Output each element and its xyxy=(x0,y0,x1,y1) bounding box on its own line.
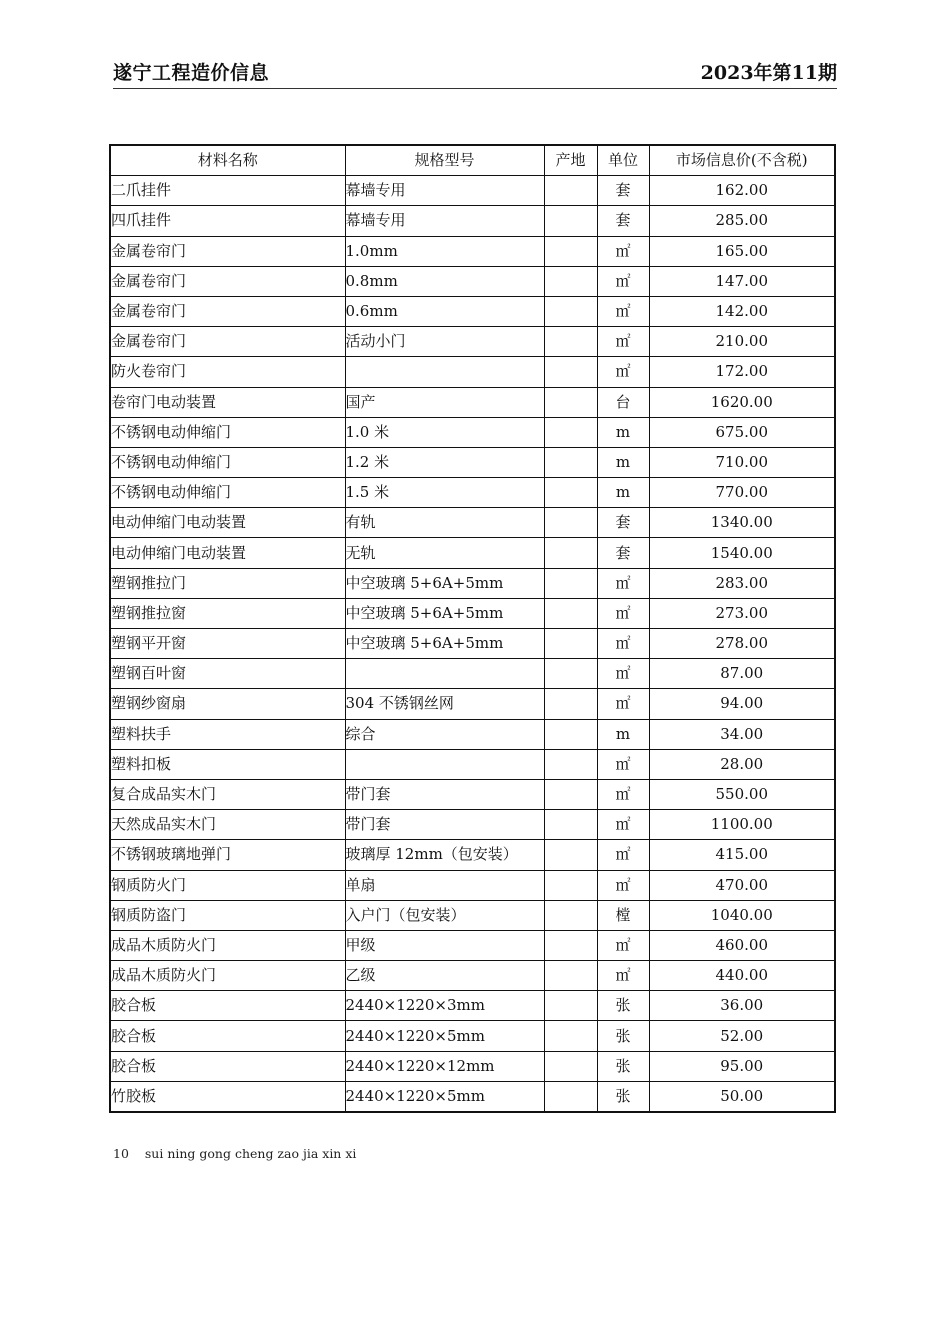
table-row xyxy=(110,598,835,628)
table-row xyxy=(110,870,835,900)
cell-unit: ㎡ xyxy=(597,689,649,719)
table-row xyxy=(110,387,835,417)
cell-origin xyxy=(544,236,597,266)
cell-material-name: 金属卷帘门 xyxy=(110,236,345,266)
cell-price: 52.00 xyxy=(649,1021,835,1051)
table-row xyxy=(110,1051,835,1081)
cell-material-name: 电动伸缩门电动装置 xyxy=(110,538,345,568)
cell-price: 440.00 xyxy=(649,961,835,991)
table-row xyxy=(110,417,835,447)
cell-price: 1540.00 xyxy=(649,538,835,568)
table-header-row xyxy=(110,145,835,176)
cell-unit: ㎡ xyxy=(597,568,649,598)
cell-origin xyxy=(544,659,597,689)
cell-spec: 2440×1220×3mm xyxy=(345,991,544,1021)
cell-spec: 2440×1220×12mm xyxy=(345,1051,544,1081)
cell-origin xyxy=(544,478,597,508)
cell-material-name: 钢质防火门 xyxy=(110,870,345,900)
cell-spec: 0.8mm xyxy=(345,266,544,296)
cell-unit: ㎡ xyxy=(597,749,649,779)
cell-origin xyxy=(544,538,597,568)
cell-origin xyxy=(544,719,597,749)
table-row xyxy=(110,961,835,991)
cell-unit: m xyxy=(597,417,649,447)
cell-spec: 单扇 xyxy=(345,870,544,900)
cell-unit: ㎡ xyxy=(597,296,649,326)
cell-origin xyxy=(544,266,597,296)
cell-spec: 中空玻璃 5+6A+5mm xyxy=(345,629,544,659)
col-header-spec: 规格型号 xyxy=(345,145,544,176)
cell-material-name: 天然成品实木门 xyxy=(110,810,345,840)
page-footer xyxy=(113,1146,356,1161)
table-row xyxy=(110,508,835,538)
cell-material-name: 竹胶板 xyxy=(110,1081,345,1112)
price-table xyxy=(109,144,836,1113)
table-row xyxy=(110,266,835,296)
cell-origin xyxy=(544,840,597,870)
cell-spec: 304 不锈钢丝网 xyxy=(345,689,544,719)
table-row xyxy=(110,779,835,809)
cell-origin xyxy=(544,629,597,659)
table-row xyxy=(110,689,835,719)
cell-price: 283.00 xyxy=(649,568,835,598)
cell-material-name: 四爪挂件 xyxy=(110,206,345,236)
cell-spec: 中空玻璃 5+6A+5mm xyxy=(345,598,544,628)
cell-material-name: 塑钢推拉门 xyxy=(110,568,345,598)
table-row xyxy=(110,749,835,779)
cell-unit: ㎡ xyxy=(597,870,649,900)
cell-material-name: 塑料扣板 xyxy=(110,749,345,779)
cell-price: 36.00 xyxy=(649,991,835,1021)
cell-material-name: 金属卷帘门 xyxy=(110,327,345,357)
cell-price: 415.00 xyxy=(649,840,835,870)
cell-origin xyxy=(544,961,597,991)
table-row xyxy=(110,447,835,477)
col-header-name: 材料名称 xyxy=(110,145,345,176)
cell-unit: ㎡ xyxy=(597,779,649,809)
cell-spec: 活动小门 xyxy=(345,327,544,357)
table-row xyxy=(110,236,835,266)
cell-price: 550.00 xyxy=(649,779,835,809)
header-divider xyxy=(113,88,837,89)
cell-price: 675.00 xyxy=(649,417,835,447)
col-header-unit: 单位 xyxy=(597,145,649,176)
table-row xyxy=(110,568,835,598)
cell-spec: 幕墙专用 xyxy=(345,176,544,206)
cell-price: 470.00 xyxy=(649,870,835,900)
cell-price: 1040.00 xyxy=(649,900,835,930)
page-header xyxy=(113,58,837,88)
cell-material-name: 不锈钢电动伸缩门 xyxy=(110,478,345,508)
cell-origin xyxy=(544,779,597,809)
table-row xyxy=(110,206,835,236)
cell-price: 285.00 xyxy=(649,206,835,236)
cell-origin xyxy=(544,991,597,1021)
cell-spec: 乙级 xyxy=(345,961,544,991)
cell-spec: 国产 xyxy=(345,387,544,417)
cell-spec: 有轨 xyxy=(345,508,544,538)
cell-unit: 套 xyxy=(597,538,649,568)
cell-price: 1100.00 xyxy=(649,810,835,840)
cell-price: 34.00 xyxy=(649,719,835,749)
cell-unit: ㎡ xyxy=(597,327,649,357)
cell-spec: 0.6mm xyxy=(345,296,544,326)
cell-material-name: 塑钢推拉窗 xyxy=(110,598,345,628)
issue-label: 2023年第11期 xyxy=(700,62,837,84)
footer-text: sui ning gong cheng zao jia xin xi xyxy=(144,1146,357,1161)
cell-price: 28.00 xyxy=(649,749,835,779)
cell-material-name: 塑料扶手 xyxy=(110,719,345,749)
cell-origin xyxy=(544,930,597,960)
cell-unit: ㎡ xyxy=(597,357,649,387)
table-row xyxy=(110,538,835,568)
cell-unit: ㎡ xyxy=(597,961,649,991)
cell-origin xyxy=(544,689,597,719)
table-row xyxy=(110,327,835,357)
cell-unit: ㎡ xyxy=(597,266,649,296)
cell-unit: m xyxy=(597,478,649,508)
table-body xyxy=(110,176,835,1112)
table-row xyxy=(110,296,835,326)
cell-material-name: 金属卷帘门 xyxy=(110,266,345,296)
cell-spec xyxy=(345,749,544,779)
cell-price: 770.00 xyxy=(649,478,835,508)
cell-unit: ㎡ xyxy=(597,840,649,870)
cell-price: 162.00 xyxy=(649,176,835,206)
table-row xyxy=(110,930,835,960)
cell-spec xyxy=(345,659,544,689)
page-number: 10 xyxy=(113,1146,129,1161)
cell-origin xyxy=(544,447,597,477)
cell-unit: 张 xyxy=(597,1051,649,1081)
cell-unit: 张 xyxy=(597,991,649,1021)
cell-spec: 1.2 米 xyxy=(345,447,544,477)
cell-origin xyxy=(544,296,597,326)
cell-price: 147.00 xyxy=(649,266,835,296)
cell-origin xyxy=(544,1081,597,1112)
cell-material-name: 胶合板 xyxy=(110,1051,345,1081)
table-row xyxy=(110,810,835,840)
cell-unit: 套 xyxy=(597,508,649,538)
cell-origin xyxy=(544,176,597,206)
cell-origin xyxy=(544,387,597,417)
table-row xyxy=(110,1021,835,1051)
col-header-price: 市场信息价(不含税) xyxy=(649,145,835,176)
cell-spec xyxy=(345,357,544,387)
cell-material-name: 卷帘门电动装置 xyxy=(110,387,345,417)
cell-price: 710.00 xyxy=(649,447,835,477)
cell-unit: 张 xyxy=(597,1081,649,1112)
cell-price: 87.00 xyxy=(649,659,835,689)
cell-unit: m xyxy=(597,447,649,477)
table-row xyxy=(110,719,835,749)
table-row xyxy=(110,176,835,206)
cell-material-name: 不锈钢电动伸缩门 xyxy=(110,447,345,477)
cell-unit: ㎡ xyxy=(597,629,649,659)
table-row xyxy=(110,659,835,689)
cell-unit: ㎡ xyxy=(597,930,649,960)
cell-spec: 1.5 米 xyxy=(345,478,544,508)
cell-origin xyxy=(544,1051,597,1081)
cell-unit: ㎡ xyxy=(597,236,649,266)
cell-unit: ㎡ xyxy=(597,598,649,628)
cell-material-name: 塑钢纱窗扇 xyxy=(110,689,345,719)
col-header-origin: 产地 xyxy=(544,145,597,176)
cell-spec: 无轨 xyxy=(345,538,544,568)
table-row xyxy=(110,900,835,930)
cell-origin xyxy=(544,1021,597,1051)
cell-origin xyxy=(544,568,597,598)
cell-spec: 1.0 米 xyxy=(345,417,544,447)
cell-unit: ㎡ xyxy=(597,810,649,840)
cell-price: 460.00 xyxy=(649,930,835,960)
cell-material-name: 成品木质防火门 xyxy=(110,961,345,991)
table-row xyxy=(110,991,835,1021)
cell-origin xyxy=(544,900,597,930)
cell-material-name: 不锈钢玻璃地弹门 xyxy=(110,840,345,870)
table-row xyxy=(110,840,835,870)
cell-material-name: 胶合板 xyxy=(110,1021,345,1051)
cell-origin xyxy=(544,417,597,447)
cell-price: 172.00 xyxy=(649,357,835,387)
cell-price: 165.00 xyxy=(649,236,835,266)
cell-spec: 带门套 xyxy=(345,810,544,840)
cell-unit: 台 xyxy=(597,387,649,417)
cell-material-name: 防火卷帘门 xyxy=(110,357,345,387)
cell-price: 1340.00 xyxy=(649,508,835,538)
cell-origin xyxy=(544,327,597,357)
cell-unit: 套 xyxy=(597,176,649,206)
cell-spec: 2440×1220×5mm xyxy=(345,1021,544,1051)
cell-spec: 幕墙专用 xyxy=(345,206,544,236)
cell-spec: 入户门（包安装） xyxy=(345,900,544,930)
cell-origin xyxy=(544,206,597,236)
cell-spec: 带门套 xyxy=(345,779,544,809)
table-row xyxy=(110,478,835,508)
cell-origin xyxy=(544,357,597,387)
cell-material-name: 二爪挂件 xyxy=(110,176,345,206)
cell-spec: 甲级 xyxy=(345,930,544,960)
cell-material-name: 成品木质防火门 xyxy=(110,930,345,960)
cell-price: 95.00 xyxy=(649,1051,835,1081)
cell-price: 278.00 xyxy=(649,629,835,659)
cell-spec: 2440×1220×5mm xyxy=(345,1081,544,1112)
cell-material-name: 复合成品实木门 xyxy=(110,779,345,809)
cell-price: 1620.00 xyxy=(649,387,835,417)
cell-spec: 玻璃厚 12mm（包安装） xyxy=(345,840,544,870)
cell-unit: 张 xyxy=(597,1021,649,1051)
table-row xyxy=(110,629,835,659)
cell-origin xyxy=(544,749,597,779)
cell-material-name: 钢质防盗门 xyxy=(110,900,345,930)
cell-price: 94.00 xyxy=(649,689,835,719)
cell-unit: 樘 xyxy=(597,900,649,930)
cell-price: 273.00 xyxy=(649,598,835,628)
table-row xyxy=(110,1081,835,1112)
cell-material-name: 电动伸缩门电动装置 xyxy=(110,508,345,538)
cell-spec: 综合 xyxy=(345,719,544,749)
cell-unit: 套 xyxy=(597,206,649,236)
cell-material-name: 塑钢平开窗 xyxy=(110,629,345,659)
cell-origin xyxy=(544,810,597,840)
publication-title: 遂宁工程造价信息 xyxy=(113,62,270,84)
cell-material-name: 塑钢百叶窗 xyxy=(110,659,345,689)
table-row xyxy=(110,357,835,387)
cell-material-name: 胶合板 xyxy=(110,991,345,1021)
cell-unit: ㎡ xyxy=(597,659,649,689)
cell-spec: 1.0mm xyxy=(345,236,544,266)
cell-origin xyxy=(544,870,597,900)
cell-origin xyxy=(544,598,597,628)
cell-material-name: 金属卷帘门 xyxy=(110,296,345,326)
cell-price: 50.00 xyxy=(649,1081,835,1112)
cell-price: 142.00 xyxy=(649,296,835,326)
cell-spec: 中空玻璃 5+6A+5mm xyxy=(345,568,544,598)
cell-material-name: 不锈钢电动伸缩门 xyxy=(110,417,345,447)
cell-unit: m xyxy=(597,719,649,749)
cell-origin xyxy=(544,508,597,538)
cell-price: 210.00 xyxy=(649,327,835,357)
